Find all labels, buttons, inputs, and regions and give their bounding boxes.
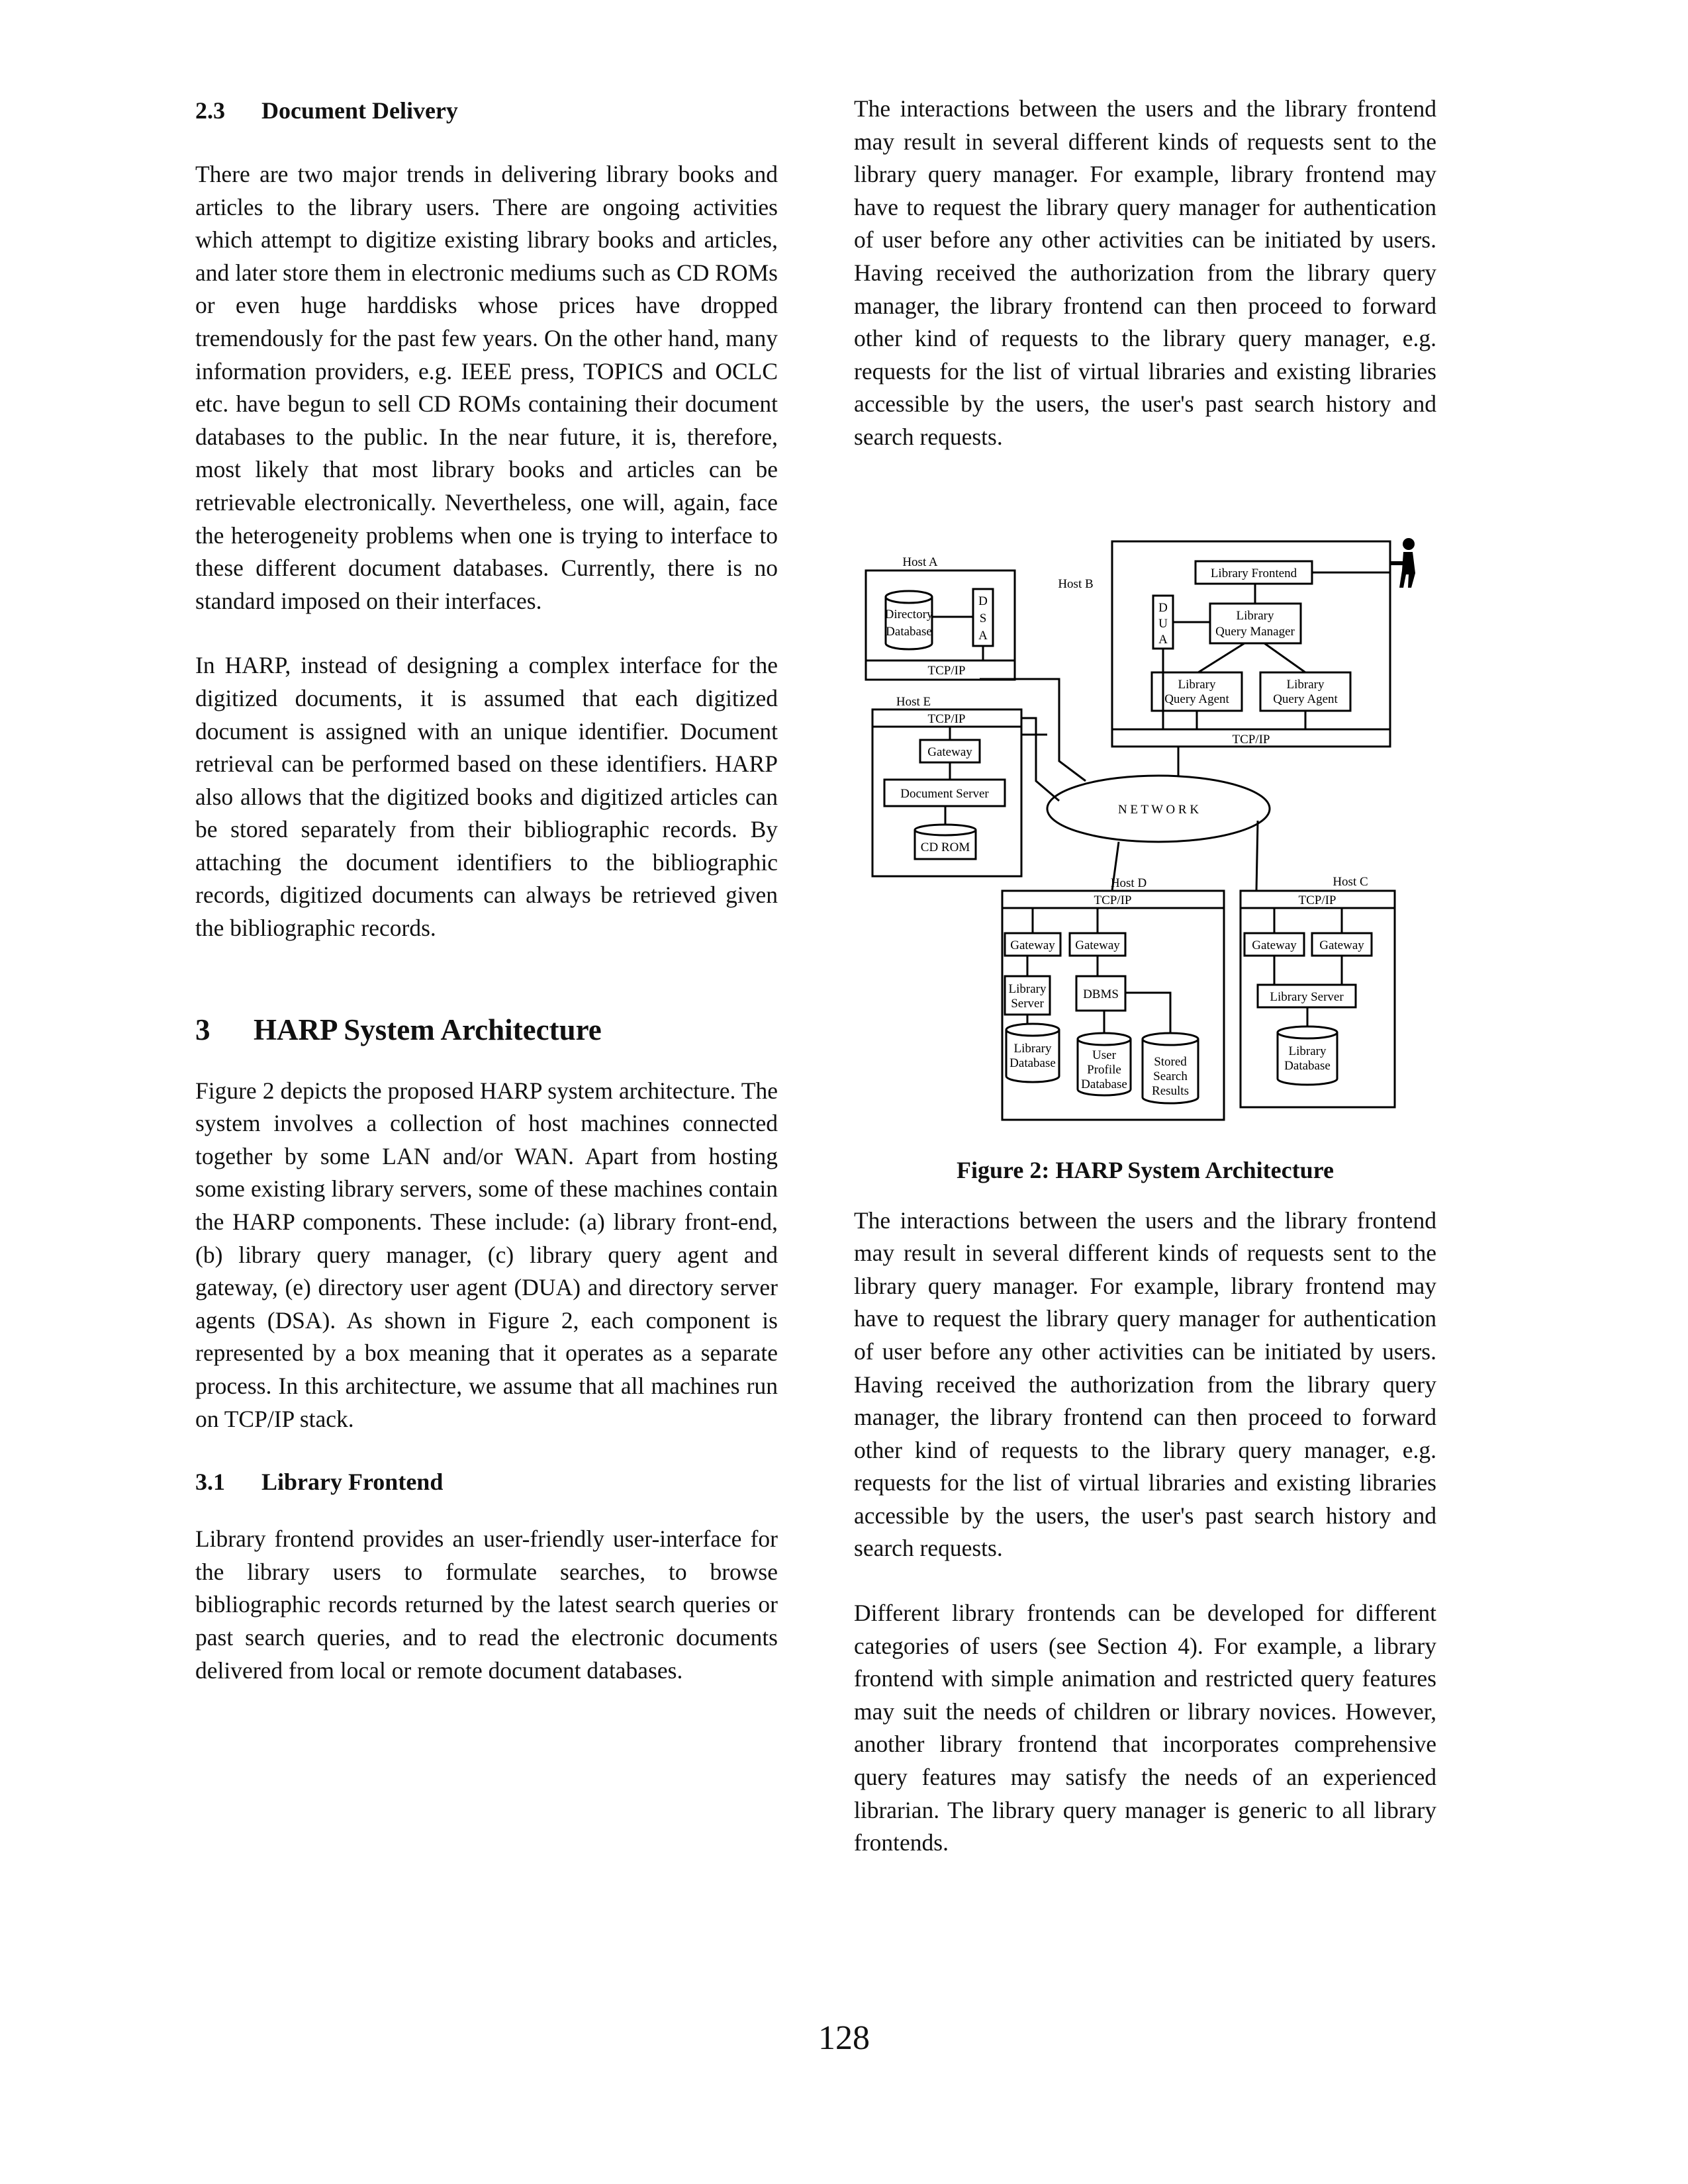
section-3-heading	[195, 1011, 778, 1048]
dsa-letter-a: A	[978, 629, 988, 643]
gateway-label-e: Gateway	[927, 745, 972, 759]
section-number: 3	[195, 1013, 211, 1046]
lqa-1-label-2: Query Agent	[1164, 692, 1229, 706]
cd-rom-label: CD ROM	[920, 841, 970, 854]
library-database-d-label-2: Database	[1009, 1056, 1056, 1070]
dua-letter-u: U	[1158, 617, 1168, 631]
library-frontend-label: Library Frontend	[1210, 567, 1297, 580]
host-a-label: Host A	[902, 555, 938, 569]
user-profile-label-2: Profile	[1087, 1063, 1121, 1077]
dsa-letter-d: D	[978, 594, 988, 608]
section-title: Library Frontend	[261, 1469, 444, 1496]
user-profile-label-1: User	[1092, 1048, 1116, 1062]
left-column	[195, 93, 778, 1687]
section-title: Document Delivery	[261, 97, 458, 124]
section-title: HARP System Architecture	[254, 1013, 602, 1046]
stored-results-label-1: Stored	[1154, 1055, 1187, 1069]
paragraph-interactions-top: The interactions between the users and the library frontend may result in several different kinds of requests sent to the library query manager. For example, library frontend may have to request the library query manager for authentication of user before any other activities can be initiated by users. Having received the authorization from the library query manager, the library frontend can then proceed to forward other kind of requests to the library query manager, e.g. requests for the list of virtual libraries and existing libraries accessible by the users, the user's past search history and search requests.	[854, 95, 1436, 450]
library-database-c-label-2: Database	[1284, 1059, 1331, 1073]
section-number: 3.1	[195, 1469, 225, 1496]
host-b-label: Host B	[1058, 577, 1094, 591]
directory-database-label-2: Database	[886, 625, 932, 639]
harp-architecture-diagram	[854, 529, 1436, 1125]
tcpip-label-a: TCP/IP	[927, 664, 966, 678]
lqa-2-label-2: Query Agent	[1273, 692, 1338, 706]
paragraph-architecture: Figure 2 depicts the proposed HARP system architecture. The system involves a collection of host machines connected together by some LAN and/or WAN. Apart from hosting some existing library servers, some of these machines contain the HARP components. These include: (a) library front-end, (b) library query manager, (c) library query agent and gateway, (e) directory user agent (DUA) and directory server agents (DSA). As shown in Figure 2, each component is represented by a box meaning that it operates as a separate process. In this architecture, we assume that all machines run on TCP/IP stack.	[195, 1077, 778, 1432]
library-database-c-label-1: Library	[1288, 1044, 1327, 1058]
library-database-d-label-1: Library	[1013, 1042, 1052, 1056]
host-d-label: Host D	[1110, 876, 1147, 890]
dsa-letter-s: S	[979, 612, 987, 625]
paragraph-document-delivery-1: There are two major trends in delivering library books and articles to the library users. There are ongoing activities which attempt to digitize existing library books and articles, and later store them in electronic mediums such as CD ROMs or even huge harddisks whose prices have dropped tremendously for the past few years. On the other hand, many information providers, e.g. IEEE press, TOPICS and OCLC etc. have begun to sell CD ROMs containing their document databases to the public. In the near future, it is, therefore, most likely that most library books and articles can be retrievable electronically. Nevertheless, one will, again, face the heterogeneity problems when one is trying to interface to these different document databases. Currently, there is no standard imposed on their interfaces.	[195, 161, 778, 614]
gateway-label-d1: Gateway	[1010, 938, 1055, 952]
user-icon	[1390, 538, 1415, 588]
tcpip-label-c: TCP/IP	[1298, 893, 1336, 907]
dbms-label: DBMS	[1083, 987, 1119, 1001]
user-profile-label-3: Database	[1081, 1077, 1127, 1091]
gateway-label-c2: Gateway	[1319, 938, 1364, 952]
lqa-1-label-1: Library	[1178, 678, 1216, 692]
document-server-label: Document Server	[900, 787, 989, 801]
paragraph-frontends: Different library frontends can be developed for different categories of users (see Section 4). For example, a library frontend with simple animation and restricted query features may suit the needs of children or library novices. However, another library frontend that incorporates comprehensive query features may satisfy the needs of an experienced librarian. The library query manager is generic to all library frontends.	[854, 1600, 1436, 1856]
section-3-1-heading	[195, 1467, 778, 1496]
stored-results-label-2: Search	[1153, 1069, 1188, 1083]
directory-database-cylinder	[886, 597, 932, 649]
host-e-label: Host E	[896, 695, 931, 709]
tcpip-label-e: TCP/IP	[927, 712, 966, 726]
lqm-label-2: Query Manager	[1215, 625, 1295, 639]
tcpip-label-b: TCP/IP	[1232, 733, 1270, 747]
figure-caption: Figure 2: HARP System Architecture	[957, 1156, 1334, 1183]
page-number: 128	[818, 2019, 870, 2057]
gateway-label-c1: Gateway	[1252, 938, 1297, 952]
section-2-3-heading	[195, 96, 778, 125]
host-c-label: Host C	[1333, 875, 1368, 889]
directory-database-label-1: Directory	[884, 608, 933, 621]
paragraph-library-frontend: Library frontend provides an user-friendly user-interface for the library users to formulate searches, to browse bibliographic records returned by the latest search queries or past search queries, and to read the electronic documents delivered from local or remote document databases.	[195, 1525, 778, 1684]
dua-letter-d: D	[1158, 601, 1168, 615]
network-label: N E T W O R K	[1117, 803, 1199, 817]
stored-results-label-3: Results	[1152, 1084, 1189, 1098]
gateway-label-d2: Gateway	[1075, 938, 1120, 952]
section-number: 2.3	[195, 97, 225, 124]
library-server-d-label-1: Library	[1008, 982, 1047, 996]
lqa-2-label-1: Library	[1286, 678, 1325, 692]
paragraph-interactions-mid: The interactions between the users and the library frontend may result in several different kinds of requests sent to the library query manager. For example, library frontend may have to request the library query manager for authentication of user before any other activities can be initiated by users. Having received the authorization from the library query manager, the library frontend can then proceed to forward other kind of requests to the library query manager, e.g. requests for the list of virtual libraries and existing libraries accessible by the users, the user's past search history and search requests.	[854, 1206, 1436, 1562]
library-server-c-label: Library Server	[1270, 990, 1344, 1004]
dua-letter-a: A	[1158, 633, 1168, 647]
lqm-label-1: Library	[1236, 609, 1274, 623]
tcpip-label-d: TCP/IP	[1094, 893, 1132, 907]
library-server-d-label-2: Server	[1011, 997, 1044, 1011]
paragraph-document-delivery-2: In HARP, instead of designing a complex interface for the digitized documents, it is assumed that each digitized document is assigned with an unique identifier. Document retrieval can be performed based on these identifiers. HARP also allows that the digitized books and digitized articles can be stored separately from their bibliographic records. By attaching the document identifiers to the bibliographic records, digitized documents can always be retrieved given the bibliographic records.	[195, 652, 778, 942]
